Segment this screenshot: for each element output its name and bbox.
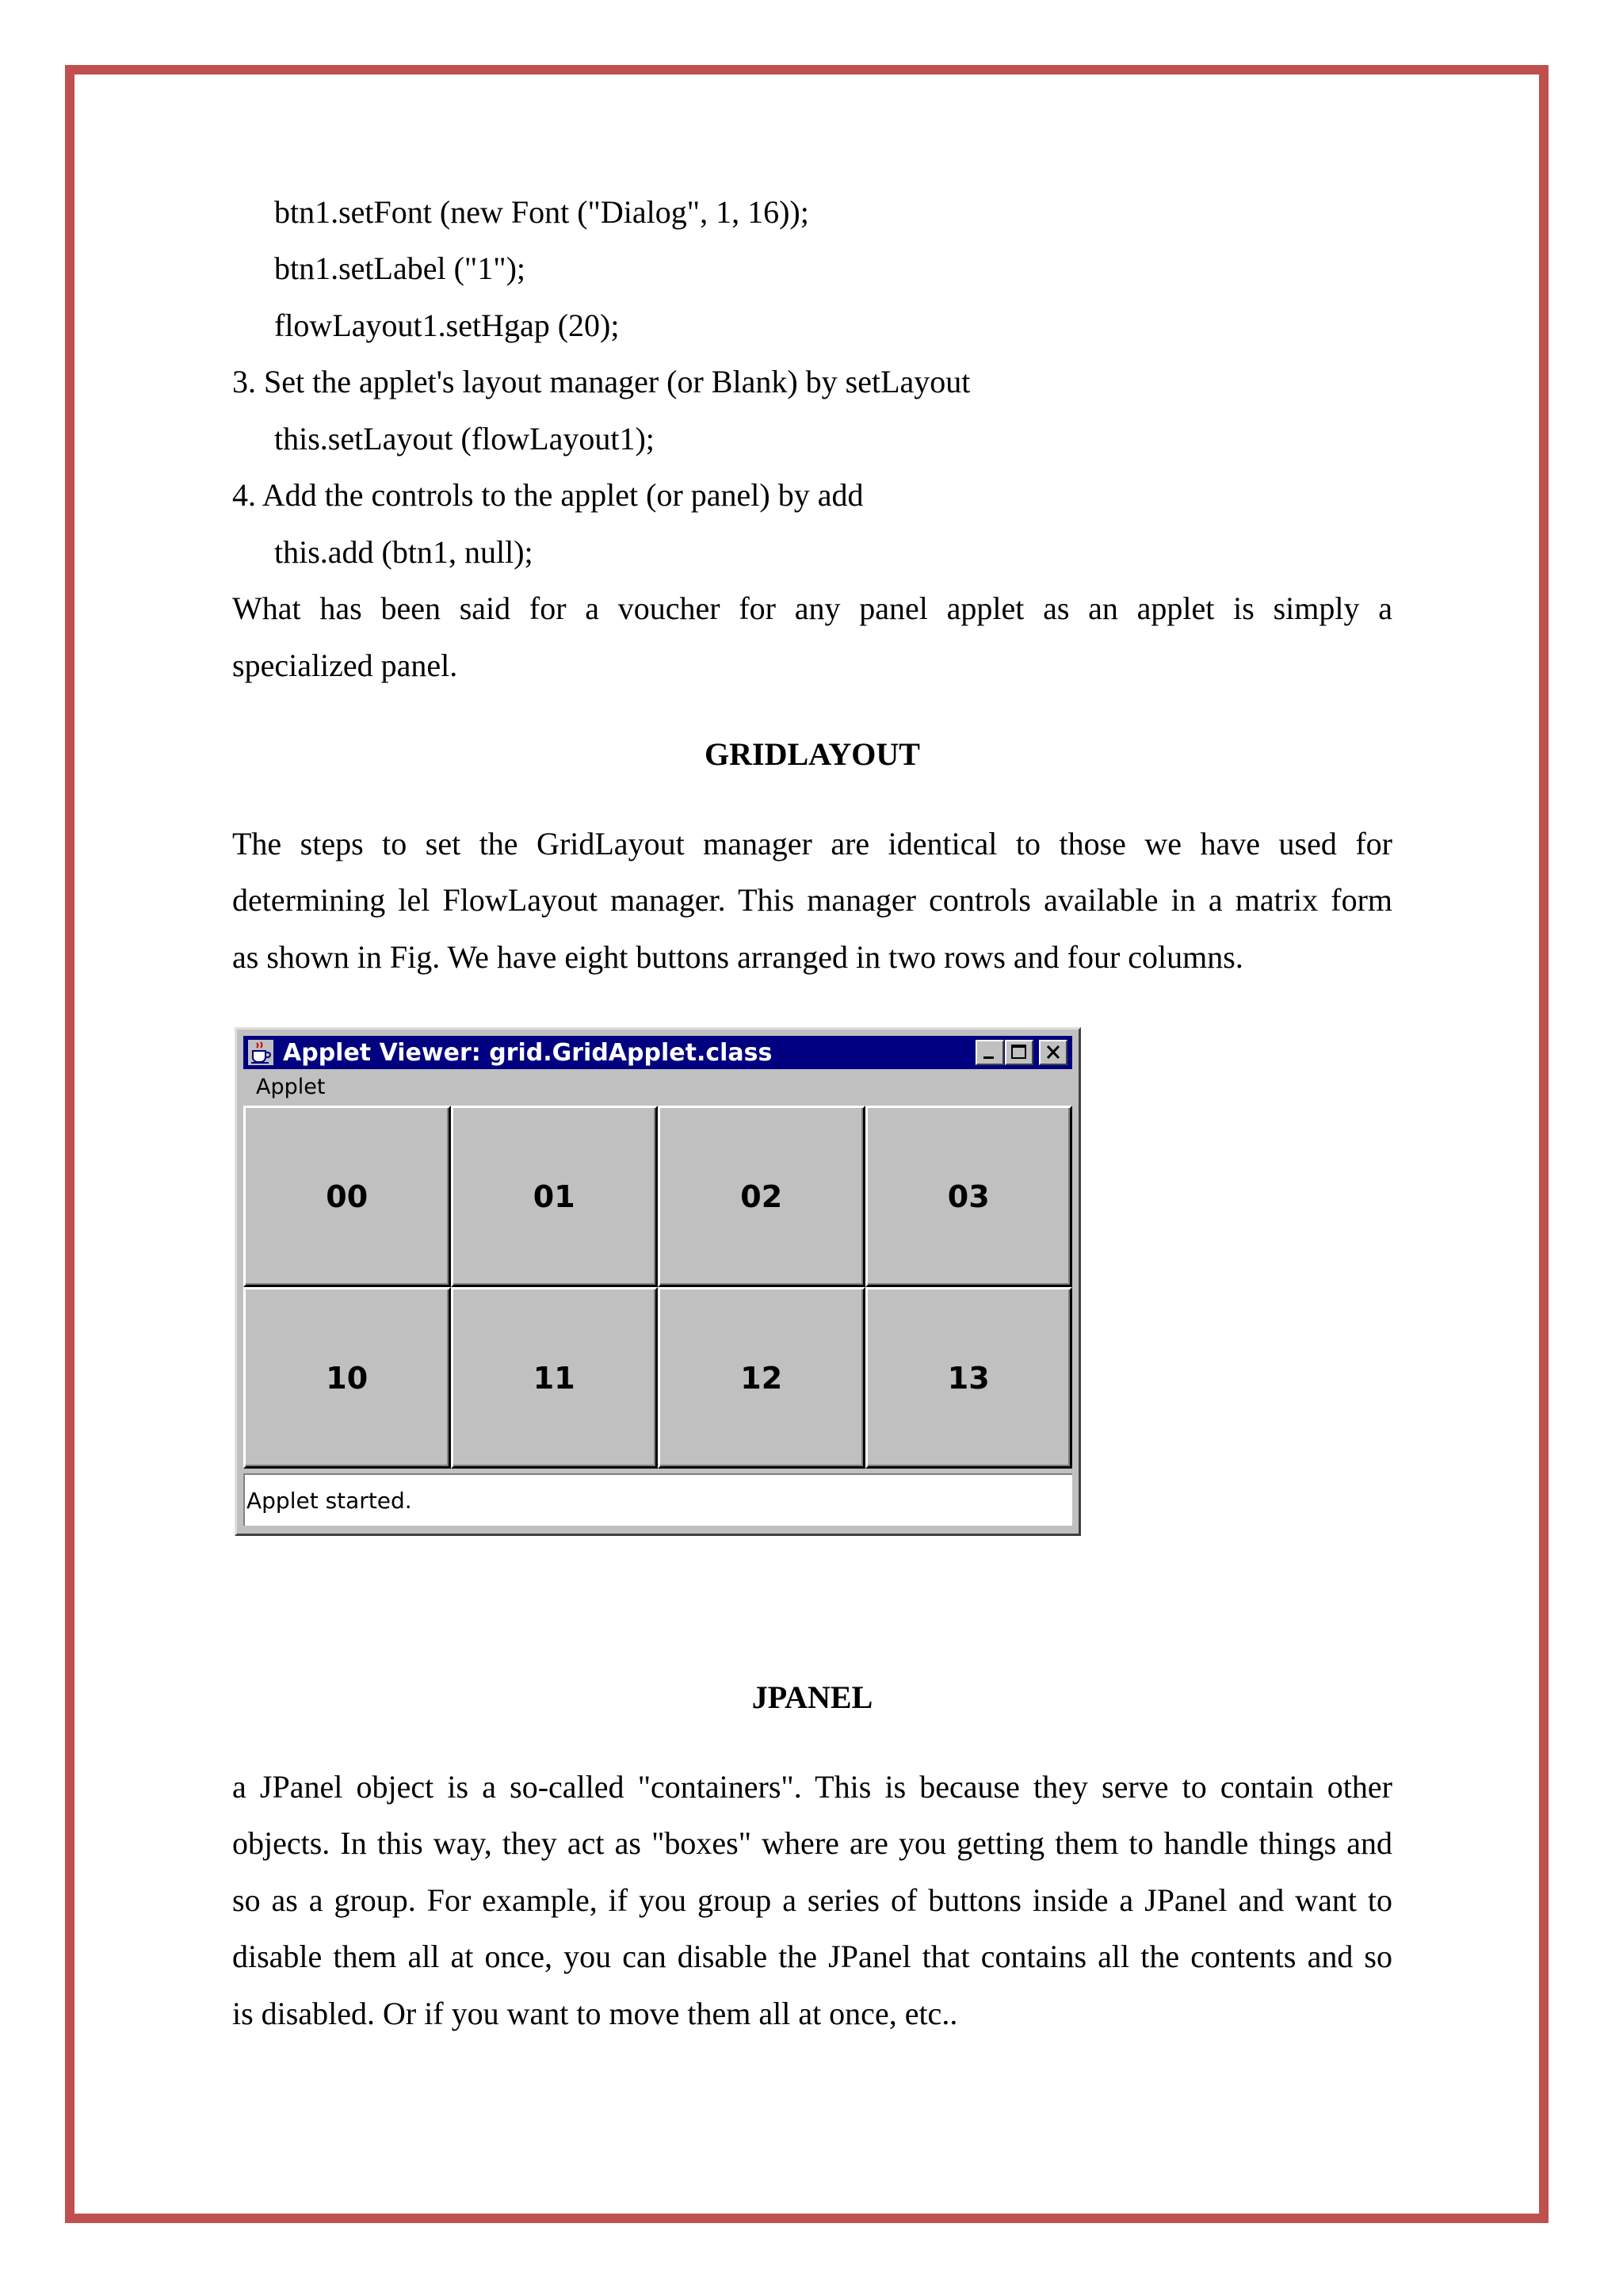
step-3-code: this.setLayout (flowLayout1); xyxy=(274,421,655,457)
minimize-button[interactable] xyxy=(976,1040,1004,1065)
grid-button-03[interactable]: 03 xyxy=(865,1106,1073,1287)
applet-menubar xyxy=(243,1069,1072,1106)
applet-titlebar xyxy=(243,1036,1072,1069)
paragraph-gridlayout-line-3: as shown in Fig. We have eight buttons arranged in two rows and four columns. xyxy=(232,939,1243,975)
grid-button-00[interactable]: 00 xyxy=(243,1106,451,1287)
applet-title: Applet Viewer: grid.GridApplet.class xyxy=(283,1039,773,1067)
paragraph-jpanel-line-1: a JPanel object is a so-called "containers". This is because they serve to contain other xyxy=(232,1769,1392,1805)
paragraph-jpanel-line-3: so as a group. For example, if you group a series of buttons inside a JPanel and want to xyxy=(232,1882,1392,1918)
paragraph-jpanel-line-4: disable them all at once, you can disable the JPanel that contains all the contents and so xyxy=(232,1939,1392,1974)
paragraph-jpanel-line-2: objects. In this way, they act as "boxes" where are you getting them to handle things and xyxy=(232,1825,1392,1861)
code-line-setfont: btn1.setFont (new Font ("Dialog", 1, 16)); xyxy=(274,194,809,230)
java-cup-icon xyxy=(248,1040,273,1065)
paragraph-jpanel-line-5: is disabled. Or if you want to move them all at once, etc.. xyxy=(232,1996,958,2031)
paragraph-voucher-line-1: What has been said for a voucher for any panel applet as an applet is simply a xyxy=(232,590,1392,626)
heading-gridlayout: GRIDLAYOUT xyxy=(705,736,920,772)
grid-layout-panel xyxy=(243,1106,1072,1469)
grid-button-02[interactable]: 02 xyxy=(658,1106,865,1287)
heading-jpanel: JPANEL xyxy=(751,1679,873,1715)
step-4-code: this.add (btn1, null); xyxy=(274,534,533,570)
step-3-text: 3. Set the applet's layout manager (or Blank) by setLayout xyxy=(232,364,971,399)
applet-statusbar xyxy=(243,1473,1072,1526)
menu-applet[interactable]: Applet xyxy=(256,1075,326,1099)
applet-viewer-window xyxy=(235,1027,1081,1536)
grid-button-12[interactable]: 12 xyxy=(658,1287,865,1469)
grid-button-11[interactable]: 11 xyxy=(451,1287,659,1469)
close-icon xyxy=(1041,1041,1066,1064)
grid-button-01[interactable]: 01 xyxy=(451,1106,659,1287)
maximize-button[interactable] xyxy=(1005,1040,1033,1065)
paragraph-gridlayout-line-1: The steps to set the GridLayout manager are identical to those we have used for xyxy=(232,826,1392,861)
grid-button-13[interactable]: 13 xyxy=(865,1287,1073,1469)
close-button[interactable] xyxy=(1039,1040,1067,1065)
status-text: Applet started. xyxy=(246,1488,412,1514)
code-line-sethgap: flowLayout1.setHgap (20); xyxy=(274,308,620,343)
code-line-setlabel: btn1.setLabel ("1"); xyxy=(274,250,526,286)
step-4-text: 4. Add the controls to the applet (or panel) by add xyxy=(232,477,864,513)
minimize-icon xyxy=(977,1041,1002,1064)
maximize-icon xyxy=(1006,1041,1032,1064)
paragraph-gridlayout-line-2: determining lel FlowLayout manager. This manager controls available in a matrix form xyxy=(232,882,1392,918)
grid-button-10[interactable]: 10 xyxy=(243,1287,451,1469)
paragraph-voucher-line-2: specialized panel. xyxy=(232,648,458,683)
